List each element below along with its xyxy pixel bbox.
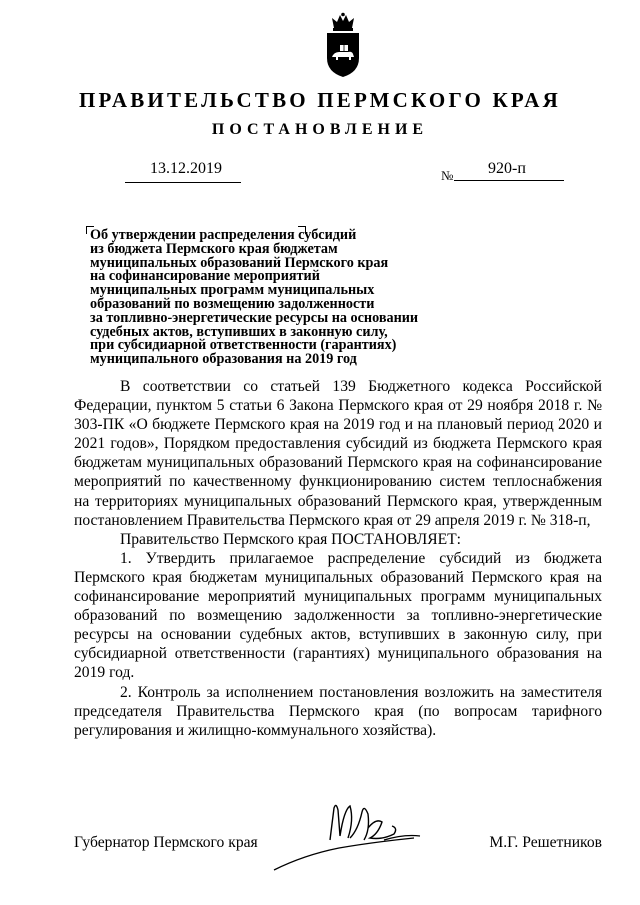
subject-line: муниципального образования на 2019 год	[90, 351, 357, 368]
subject-line: за топливно-энергетические ресурсы на основании	[90, 309, 419, 326]
document-body	[74, 377, 602, 740]
date-underline	[125, 182, 241, 183]
signatory-name: М.Г. Решетников	[489, 834, 602, 851]
subject-line: Об утверждении распределения субсидий	[90, 227, 357, 243]
document-number: 920-п	[488, 160, 526, 177]
number-sign: №	[441, 168, 454, 183]
item-1-paragraph: 1. Утвердить прилагаемое распределение субсидий из бюджета Пермского края бюджетам муниципальных образований Пермского края на софинансирование мероприятий муниципальных программ муниципальных образований по возмещению задолженности за топливно-энергетические ресурсы на основании судебных актов, вступивших в законную силу, при субсидиарной ответственности (гарантиях) муниципального образования на 2019 год.	[74, 549, 602, 682]
coat-of-arms-icon	[322, 12, 364, 78]
subject-line: при субсидиарной ответственности (гарантиях)	[90, 337, 397, 354]
resolution-paragraph: Правительство Пермского края ПОСТАНОВЛЯЕТ:	[120, 530, 461, 548]
signatory-role: Губернатор Пермского края	[74, 834, 258, 851]
preamble-paragraph: В соответствии со статьей 139 Бюджетного кодекса Российской Федерации, пунктом 5 статьи 6 Закона Пермского края от 29 ноября 2018 г. № 303-ПК «О бюджете Пермского края на 2019 год и на плановый период 2020 и 2021 годов», Порядком предоставления субсидий из бюджета Пермского края бюджетам муниципальных образований Пермского края на софинансирование мероприятий по качественному функционированию систем теплоснабжения на территориях муниципальных образований Пермского края, утвержденным постановлением Правительства Пермского края от 29 апреля 2019 г. № 318-п,	[74, 378, 602, 529]
subject-line: образований по возмещению задолженности	[90, 295, 375, 312]
government-title: ПРАВИТЕЛЬСТВО ПЕРМСКОГО КРАЯ	[78, 88, 561, 112]
subject-line: из бюджета Пермского края бюджетам	[90, 240, 338, 257]
document-type: ПОСТАНОВЛЕНИЕ	[211, 121, 429, 138]
item-2-paragraph: 2. Контроль за исполнением постановления возложить на заместителя председателя Правительства Пермского края (по вопросам тарифного регулирования и жилищно-коммунального хозяйства).	[74, 683, 602, 739]
subject-line: на софинансирование мероприятий	[90, 268, 320, 285]
subject-line: судебных актов, вступивших в законную силу,	[90, 323, 388, 340]
signature-block	[74, 828, 602, 858]
document-date: 13.12.2019	[150, 160, 222, 177]
subject-line: муниципальных программ муниципальных	[90, 282, 375, 299]
number-underline	[454, 180, 564, 181]
subject-line: муниципальных образований Пермского края	[90, 254, 389, 271]
document-subject	[90, 229, 510, 367]
